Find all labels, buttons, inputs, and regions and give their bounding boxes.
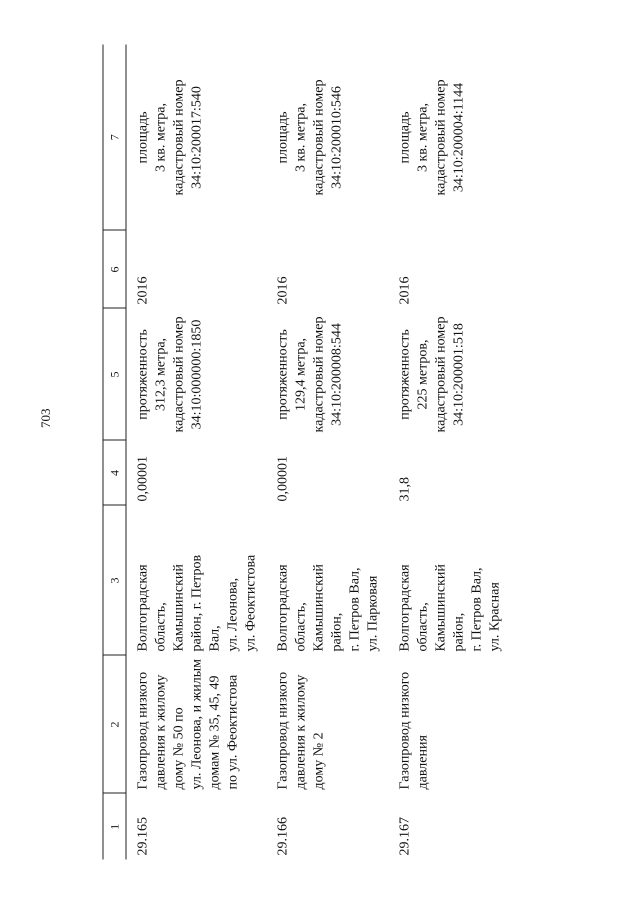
cell-line: ул. Леонова, и жилым — [189, 658, 205, 790]
area-cell: 0,00001 — [135, 456, 151, 502]
cell-line: протяженность — [135, 329, 151, 420]
property-registry-table — [103, 45, 511, 860]
cell-line: давления к жилому — [153, 674, 169, 790]
column-number-row — [103, 45, 126, 860]
cell-line: 3 кв. метра, — [293, 103, 309, 172]
cell-line: район, г. Петров — [189, 554, 205, 652]
cell-line: 34:10:200004:1144 — [451, 82, 467, 193]
characteristics-cell — [389, 309, 511, 441]
cell-line: 34:10:200008:544 — [329, 323, 345, 426]
cell-line: кадастровый номер — [433, 79, 449, 196]
cell-line: ул. Красная — [487, 582, 503, 652]
cell-line: 34:10:200017:540 — [189, 86, 205, 189]
column-header: 1 — [103, 794, 126, 860]
page-number: 703 — [38, 408, 53, 428]
cell-line: 129,4 метра, — [293, 337, 309, 412]
object-name-cell — [267, 656, 389, 794]
cell-line: 225 метров, — [415, 339, 431, 410]
cell-line: Волгоградская — [397, 564, 413, 652]
table-row — [126, 45, 267, 860]
column-header: 7 — [103, 45, 126, 231]
area-cell: 31,8 — [397, 477, 413, 502]
cell-line: Газопровод низкого — [397, 671, 413, 790]
cell-line: протяженность — [397, 329, 413, 420]
cell-line: Камышинский — [171, 564, 187, 652]
cell-line: ул. Леонова, — [225, 577, 241, 652]
column-header: 5 — [103, 309, 126, 441]
cell-line: кадастровый номер — [171, 79, 187, 196]
year-cell: 2016 — [397, 276, 413, 305]
entry-number-cell: 29.166 — [275, 817, 291, 856]
cell-line: дому № 2 — [311, 732, 327, 790]
year-cell: 2016 — [275, 276, 291, 305]
cell-line: по ул. Феоктистова — [225, 674, 241, 790]
cell-line: 34:10:200010:546 — [329, 86, 345, 189]
cell-line: протяженность — [275, 329, 291, 420]
table-row — [267, 45, 389, 860]
cell-line: Вал, — [207, 625, 223, 652]
cell-line: ул. Феоктистова — [243, 554, 259, 652]
table-body — [126, 45, 511, 860]
cell-line: кадастровый номер — [433, 316, 449, 433]
rotated-page-content — [103, 45, 503, 860]
cell-line: Газопровод низкого — [135, 671, 151, 790]
area-cell: 0,00001 — [275, 456, 291, 502]
cell-line: 34:10:000000:1850 — [189, 319, 205, 430]
note-cell — [267, 45, 389, 231]
cell-line: домам № 35, 45, 49 — [207, 675, 223, 790]
cell-line: кадастровый номер — [171, 316, 187, 433]
cell-line: 3 кв. метра, — [153, 103, 169, 172]
cell-line: район, — [329, 612, 345, 652]
note-cell — [389, 45, 511, 231]
address-cell — [389, 506, 511, 656]
cell-line: кадастровый номер — [311, 79, 327, 196]
cell-line: Камышинский — [311, 564, 327, 652]
cell-line: область, — [153, 602, 169, 652]
cell-line: ул. Парковая — [365, 575, 381, 652]
cell-line: давления к жилому — [293, 674, 309, 790]
cell-line: область, — [415, 602, 431, 652]
column-header: 2 — [103, 656, 126, 794]
entry-number-cell: 29.165 — [135, 817, 151, 856]
column-header: 4 — [103, 441, 126, 506]
note-cell — [126, 45, 267, 231]
address-cell — [126, 506, 267, 656]
cell-line: Волгоградская — [275, 564, 291, 652]
column-header: 3 — [103, 506, 126, 656]
column-header: 6 — [103, 231, 126, 309]
cell-line: область, — [293, 602, 309, 652]
cell-line: кадастровый номер — [311, 316, 327, 433]
cell-line: г. Петров Вал, — [469, 567, 485, 652]
entry-number-cell: 29.167 — [397, 817, 413, 856]
cell-line: район, — [451, 612, 467, 652]
cell-line: 312,3 метра, — [153, 337, 169, 412]
cell-line: давления — [415, 735, 431, 790]
cell-line: площадь — [397, 111, 413, 164]
object-name-cell — [126, 656, 267, 794]
cell-line: Камышинский — [433, 564, 449, 652]
table-row — [389, 45, 511, 860]
cell-line: Газопровод низкого — [275, 671, 291, 790]
cell-line: г. Петров Вал, — [347, 567, 363, 652]
characteristics-cell — [267, 309, 389, 441]
cell-line: Волгоградская — [135, 564, 151, 652]
cell-line: площадь — [135, 111, 151, 164]
address-cell — [267, 506, 389, 656]
cell-line: 34:10:200001:518 — [451, 323, 467, 426]
characteristics-cell — [126, 309, 267, 441]
cell-line: 3 кв. метра, — [415, 103, 431, 172]
cell-line: дому № 50 по — [171, 707, 187, 790]
cell-line: площадь — [275, 111, 291, 164]
object-name-cell — [389, 656, 511, 794]
year-cell: 2016 — [135, 276, 151, 305]
